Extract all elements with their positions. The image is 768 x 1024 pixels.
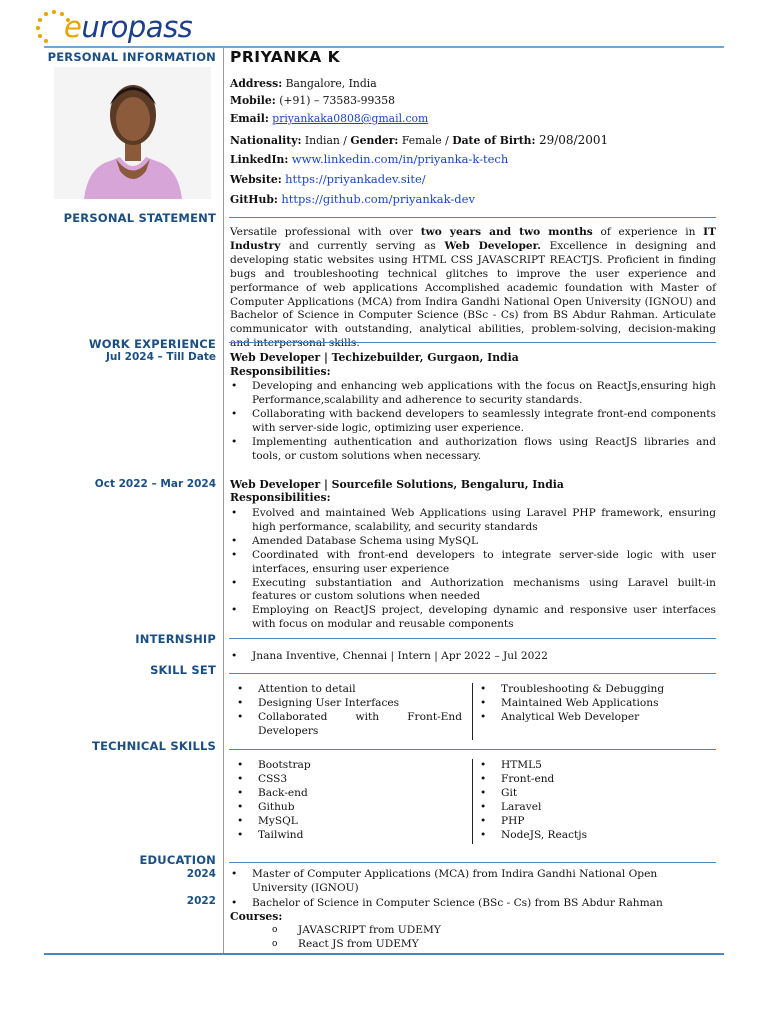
list-item: • MySQL	[236, 815, 462, 829]
responsibilities-list-2	[230, 507, 716, 632]
address-line: Address: Bangalore, India	[230, 77, 377, 90]
label-technical-skills: TECHNICAL SKILLS	[92, 739, 216, 753]
list-item: o JAVASCRIPT from UDEMY	[272, 924, 572, 938]
column-separator	[472, 759, 473, 844]
label-education: EDUCATION	[139, 853, 216, 867]
list-item: • Coordinated with front-end developers to integrate server-side logic with user interfaces, ensuring user experience	[230, 549, 716, 577]
list-item: • Git	[479, 787, 715, 801]
linkedin-link[interactable]: www.linkedin.com/in/priyanka-k-tech	[291, 152, 509, 166]
list-item: • Collaborated with Front-End Developers	[236, 711, 462, 739]
responsibilities-label-2: Responsibilities:	[230, 491, 331, 504]
list-item: • PHP	[479, 815, 715, 829]
list-item: • Attention to detail	[236, 683, 462, 697]
list-item: • Master of Computer Applications (MCA) from Indira Gandhi National Open University (IGNOU)	[230, 868, 716, 896]
responsibilities-label-1: Responsibilities:	[230, 365, 331, 378]
list-item: • Back-end	[236, 787, 462, 801]
bottom-divider	[44, 953, 724, 955]
job-title-2: Web Developer | Sourcefile Solutions, Bengaluru, India	[230, 478, 564, 491]
work-dates-1: Jul 2024 – Till Date	[106, 351, 216, 363]
list-item: • Employing on ReactJS project, developing dynamic and responsive user interfaces with focus on modular and reusable components	[230, 604, 716, 632]
responsibilities-list-1	[230, 380, 716, 463]
list-item: • HTML5	[479, 759, 715, 773]
logo-wordmark: europass	[64, 10, 193, 44]
courses-list	[272, 924, 572, 952]
list-item: • NodeJS, Reactjs	[479, 829, 715, 843]
list-item: • Maintained Web Applications	[479, 697, 715, 711]
label-internship: INTERNSHIP	[135, 632, 216, 646]
education-list	[230, 868, 716, 911]
email-link[interactable]: priyankaka0808@gmail.com	[272, 112, 429, 125]
list-item: • Designing User Interfaces	[236, 697, 462, 711]
column-divider	[223, 47, 224, 954]
list-item: • Collaborating with backend developers to seamlessly integrate front-end components with server-side logic, optimizing user experience.	[230, 408, 716, 436]
profile-photo	[54, 67, 211, 199]
column-separator	[472, 683, 473, 740]
label-work-experience: WORK EXPERIENCE	[88, 337, 216, 351]
list-item: • CSS3	[236, 773, 462, 787]
website-link[interactable]: https://priyankadev.site/	[285, 172, 426, 186]
label-skill-set: SKILL SET	[150, 663, 216, 677]
list-item: • Analytical Web Developer	[479, 711, 715, 725]
section-divider	[229, 749, 716, 750]
top-divider	[44, 46, 724, 48]
list-item: • Troubleshooting & Debugging	[479, 683, 715, 697]
europass-logo	[34, 8, 224, 48]
section-divider	[229, 217, 716, 218]
technical-skills-left	[236, 759, 462, 842]
list-item: • Executing substantiation and Authorization mechanisms using Laravel built-in features or custom solutions when needed	[230, 577, 716, 605]
label-personal-information: PERSONAL INFORMATION	[47, 50, 216, 64]
list-item: • Implementing authentication and authorization flows using ReactJS libraries and tools, or custom solutions when necessary.	[230, 436, 716, 464]
email-line: Email: priyankaka0808@gmail.com	[230, 112, 429, 125]
personal-statement-text: Versatile professional with over two years and two months of experience in IT Industry and currently serving as Web Developer. Excellence in designing and developing static websites using HTML CSS JAVASCRIPT REACTJS. Proficient in finding bugs and troubleshooting technical glitches to improve the user experience and performance of web applications Accomplished academic foundation with Master of Computer Applications (MCA) from Indira Gandhi National Open University (IGNOU) and Bachelor of Science in Computer Science (BSc - Cs) from BS Abdur Rahman. Articulate communicator with outstanding, analytical abilities, problem-solving, decision-making and interpersonal skills.	[230, 226, 716, 350]
internship-list	[230, 650, 716, 664]
linkedin-line: LinkedIn: www.linkedin.com/in/priyanka-k-tech	[230, 152, 509, 166]
github-line: GitHub: https://github.com/priyankak-dev	[230, 192, 475, 206]
section-divider	[229, 638, 716, 639]
list-item: • Bachelor of Science in Computer Science (BSc - Cs) from BS Abdur Rahman	[230, 897, 716, 911]
work-dates-2: Oct 2022 – Mar 2024	[94, 478, 216, 490]
list-item: • Github	[236, 801, 462, 815]
list-item: • Front-end	[479, 773, 715, 787]
job-title-1: Web Developer | Techizebuilder, Gurgaon, India	[230, 351, 519, 364]
github-link[interactable]: https://github.com/priyankak-dev	[281, 192, 475, 206]
technical-skills-right	[479, 759, 715, 842]
list-item: • Evolved and maintained Web Applications using Laravel PHP framework, ensuring high performance, scalability, and security standards	[230, 507, 716, 535]
person-name: PRIYANKA K	[230, 48, 341, 66]
list-item: o React JS from UDEMY	[272, 938, 572, 952]
website-line: Website: https://priyankadev.site/	[230, 172, 426, 186]
list-item: • Tailwind	[236, 829, 462, 843]
list-item: • Amended Database Schema using MySQL	[230, 535, 716, 549]
personal-details-line: Nationality: Indian / Gender: Female / Date of Birth: 29/08/2001	[230, 133, 609, 147]
education-year-1: 2024	[186, 868, 216, 880]
section-divider	[229, 342, 716, 343]
skill-set-left	[236, 683, 462, 739]
section-divider	[229, 862, 716, 863]
courses-label: Courses:	[230, 910, 283, 923]
skill-set-right	[479, 683, 715, 725]
mobile-line: Mobile: (+91) – 73583-99358	[230, 94, 396, 107]
list-item: • Jnana Inventive, Chennai | Intern | Apr 2022 – Jul 2022	[230, 650, 716, 664]
section-divider	[229, 673, 716, 674]
list-item: • Bootstrap	[236, 759, 462, 773]
list-item: • Laravel	[479, 801, 715, 815]
education-year-2: 2022	[186, 895, 216, 907]
label-personal-statement: PERSONAL STATEMENT	[63, 211, 216, 225]
list-item: • Developing and enhancing web applications with the focus on ReactJs,ensuring high Performance,scalability and adherence to security standards.	[230, 380, 716, 408]
